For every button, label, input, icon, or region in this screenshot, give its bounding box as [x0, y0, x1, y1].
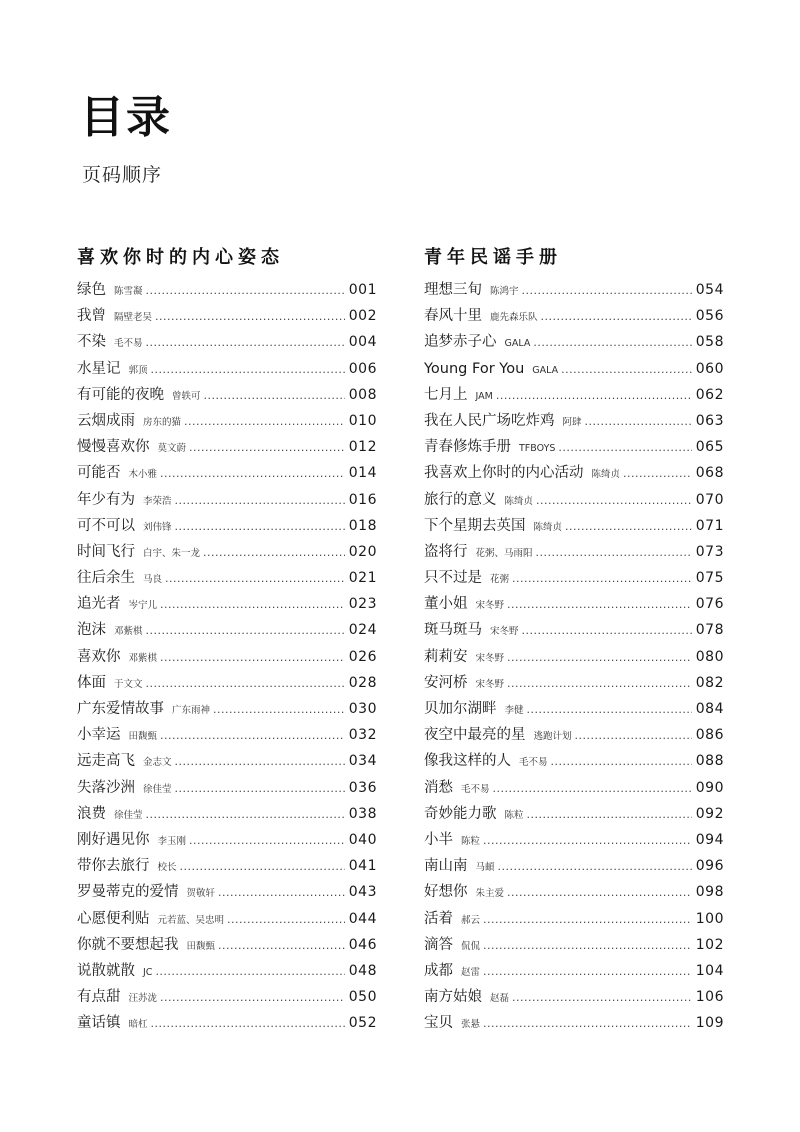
- song-title: 像我这样的人: [424, 753, 511, 770]
- toc-entry: [77, 617, 377, 643]
- artist-name: TFBOYS: [519, 443, 556, 455]
- artist-name: 贺敬轩: [186, 888, 216, 900]
- dot-leader: [496, 383, 692, 409]
- song-title: 董小姐: [424, 596, 468, 613]
- page-number: 098: [695, 884, 724, 901]
- artist-name: 陈鸿宇: [490, 286, 519, 297]
- dot-leader: [160, 985, 345, 1011]
- dot-leader: [160, 645, 345, 671]
- toc-entry: [77, 277, 377, 303]
- toc-entry: [77, 513, 377, 539]
- page-number: 006: [348, 360, 377, 377]
- page-number: 014: [348, 465, 377, 482]
- dot-leader: [536, 540, 692, 566]
- page-number: 034: [348, 753, 377, 770]
- artist-name: 田馥甄: [128, 731, 158, 743]
- page-number: 106: [695, 989, 724, 1006]
- artist-name: 徐佳莹: [143, 783, 172, 795]
- song-title: 消愁: [424, 779, 453, 796]
- song-title: 心愿便利贴: [77, 910, 150, 927]
- artist-name: 白宇、朱一龙: [143, 547, 201, 559]
- page-number: 056: [695, 308, 724, 325]
- toc-entry: [424, 434, 724, 460]
- toc-entry: [424, 670, 724, 696]
- dot-leader: [204, 383, 345, 409]
- artist-name: 隔壁老吴: [114, 312, 153, 324]
- artist-name: 逃跑计划: [533, 731, 572, 743]
- dot-leader: [522, 278, 692, 304]
- dot-leader: [507, 880, 692, 906]
- song-title: 有点甜: [77, 989, 121, 1006]
- artist-name: 鹿先森乐队: [490, 312, 538, 324]
- song-title: 追光者: [77, 596, 121, 613]
- artist-name: 陈绮贞: [504, 495, 534, 507]
- toc-entry: [424, 460, 724, 486]
- page-number: 088: [695, 753, 724, 770]
- artist-name: 阿肆: [562, 416, 582, 428]
- artist-name: 宋冬野: [490, 626, 519, 638]
- song-title: 南山南: [424, 858, 468, 875]
- artist-name: 郝云: [461, 914, 481, 926]
- page-number: 043: [348, 884, 377, 901]
- toc-entry: [424, 565, 724, 591]
- page-number: 010: [348, 412, 377, 429]
- page-number: 018: [348, 517, 377, 534]
- song-title: 青春修炼手册: [424, 439, 511, 456]
- toc-entry: [77, 827, 377, 853]
- dot-leader: [483, 933, 692, 959]
- song-title: 罗曼蒂克的爱情: [77, 884, 179, 901]
- artist-name: 张悬: [461, 1019, 481, 1031]
- dot-leader: [175, 514, 345, 540]
- song-title: 绿色: [77, 282, 106, 298]
- toc-entry: [424, 827, 724, 853]
- artist-name: 陈绮贞: [591, 469, 621, 481]
- toc-entry: [424, 722, 724, 748]
- dot-leader: [203, 540, 345, 566]
- song-title: 失落沙洲: [77, 779, 135, 796]
- toc-entry: [77, 984, 377, 1010]
- toc-entry: [77, 539, 377, 565]
- toc-entry: [77, 434, 377, 460]
- page-number: 052: [348, 1015, 377, 1032]
- page-number: 028: [348, 674, 377, 691]
- dot-leader: [558, 435, 691, 461]
- artist-name: JAM: [475, 390, 493, 402]
- toc-entry: [77, 879, 377, 905]
- dot-leader: [522, 618, 692, 644]
- toc-entry: [77, 958, 377, 984]
- page-number: 104: [695, 962, 724, 979]
- song-title: 奇妙能力歌: [424, 805, 497, 822]
- toc-entry: [424, 539, 724, 565]
- dot-leader: [218, 933, 345, 959]
- page-number: 026: [348, 648, 377, 665]
- toc-entry: [77, 932, 377, 958]
- song-title: 水星记: [77, 360, 121, 377]
- toc-entry: [424, 617, 724, 643]
- artist-name: 徐佳莹: [114, 809, 143, 821]
- toc-entry: [424, 1010, 724, 1036]
- artist-name: 侃侃: [461, 940, 481, 952]
- toc-entry: [77, 565, 377, 591]
- artist-name: 房东的猫: [143, 416, 182, 428]
- song-title: 广东爱情故事: [77, 701, 164, 717]
- artist-name: 陈雪凝: [114, 286, 143, 297]
- artist-name: 毛不易: [519, 757, 548, 769]
- toc-entry: [424, 591, 724, 617]
- song-title: 有可能的夜晚: [77, 386, 164, 403]
- dot-leader: [175, 749, 345, 775]
- artist-name: 莫文蔚: [157, 443, 187, 455]
- artist-name: 元若蓝、吴忠明: [157, 914, 225, 926]
- toc-entry: [424, 277, 724, 303]
- section-heading: 青年民谣手册: [424, 247, 562, 268]
- artist-name: 邓紫棋: [128, 652, 158, 664]
- dot-leader: [146, 802, 345, 828]
- song-title: 我在人民广场吃炸鸡: [424, 412, 555, 429]
- artist-name: 陈绮贞: [533, 521, 563, 533]
- song-title: 年少有为: [77, 491, 135, 508]
- page-number: 076: [695, 596, 724, 613]
- artist-name: 花粥: [490, 574, 510, 586]
- dot-leader: [227, 907, 345, 933]
- toc-entry: [424, 487, 724, 513]
- toc-entry: [424, 879, 724, 905]
- page-number: 109: [695, 1015, 724, 1032]
- page-number: 086: [695, 727, 724, 744]
- song-title: 成都: [424, 962, 453, 979]
- dot-leader: [146, 618, 345, 644]
- toc-entry: [77, 591, 377, 617]
- toc-entry: [77, 696, 377, 722]
- toc-entry: [424, 984, 724, 1010]
- page-number: 090: [695, 779, 724, 796]
- artist-name: 马頔: [475, 862, 495, 874]
- song-title: 南方姑娘: [424, 989, 482, 1006]
- song-title: 七月上: [424, 386, 468, 403]
- page-number: 094: [695, 831, 724, 848]
- artist-name: 赵雷: [461, 966, 481, 978]
- dot-leader: [623, 461, 692, 487]
- dot-leader: [146, 330, 345, 356]
- page-number: 024: [348, 622, 377, 639]
- artist-name: 李健: [504, 705, 524, 716]
- dot-leader: [498, 854, 692, 880]
- page-number: 096: [695, 858, 724, 875]
- song-title: 只不过是: [424, 570, 482, 587]
- page-number: 050: [348, 989, 377, 1006]
- page-number: 054: [695, 282, 724, 298]
- artist-name: 岑宁儿: [128, 600, 158, 612]
- dot-leader: [561, 357, 692, 383]
- artist-name: 暗杠: [128, 1019, 148, 1031]
- song-title: 你就不要想起我: [77, 936, 179, 953]
- page-number: 012: [348, 439, 377, 456]
- song-title: 泡沫: [77, 622, 106, 639]
- toc-entry: [424, 382, 724, 408]
- toc-entry: [77, 1010, 377, 1036]
- toc-entry: [77, 487, 377, 513]
- song-title: 安河桥: [424, 674, 468, 691]
- toc-entry: [424, 303, 724, 329]
- song-title: 我曾: [77, 308, 106, 325]
- song-title: 莉莉安: [424, 648, 468, 665]
- toc-entry: [77, 329, 377, 355]
- artist-name: 李荣浩: [143, 495, 172, 507]
- toc-entry: [424, 356, 724, 382]
- artist-name: 宋冬野: [475, 652, 505, 664]
- artist-name: 广东雨神: [172, 705, 211, 716]
- song-title: 时间飞行: [77, 543, 135, 560]
- dot-leader: [585, 409, 692, 435]
- page-number: 016: [348, 491, 377, 508]
- toc-entry: [77, 801, 377, 827]
- song-title: 可能否: [77, 465, 121, 482]
- dot-leader: [155, 304, 345, 330]
- artist-name: 毛不易: [461, 783, 490, 795]
- page-number: 084: [695, 701, 724, 717]
- dot-leader: [512, 566, 692, 592]
- song-title: 童话镇: [77, 1015, 121, 1032]
- artist-name: 于文文: [114, 678, 143, 690]
- toc-entry: [424, 408, 724, 434]
- song-title: 喜欢你: [77, 648, 121, 665]
- page-number: 036: [348, 779, 377, 796]
- artist-name: 毛不易: [114, 338, 143, 350]
- dot-leader: [160, 723, 345, 749]
- song-title: 远走高飞: [77, 753, 135, 770]
- song-title: 宝贝: [424, 1015, 453, 1032]
- page-number: 032: [348, 727, 377, 744]
- dot-leader: [189, 828, 345, 854]
- dot-leader: [507, 671, 692, 697]
- dot-leader: [483, 959, 692, 985]
- song-title: 斑马斑马: [424, 622, 482, 639]
- artist-name: 陈粒: [461, 835, 481, 847]
- toc-column-right: [424, 243, 724, 1036]
- song-title: 理想三旬: [424, 282, 482, 298]
- toc-entry: [424, 853, 724, 879]
- page-number: 040: [348, 831, 377, 848]
- toc-entry: [424, 801, 724, 827]
- page-number: 023: [348, 596, 377, 613]
- dot-leader: [146, 671, 345, 697]
- dot-leader: [575, 723, 692, 749]
- dot-leader: [184, 409, 345, 435]
- dot-leader: [151, 357, 345, 383]
- dot-leader: [512, 985, 692, 1011]
- song-title: 小幸运: [77, 727, 121, 744]
- dot-leader: [180, 854, 345, 880]
- page-number: 080: [695, 648, 724, 665]
- song-title: 慢慢喜欢你: [77, 439, 150, 456]
- song-title: 带你去旅行: [77, 858, 150, 875]
- dot-leader: [565, 514, 692, 540]
- song-title: 好想你: [424, 884, 468, 901]
- toc-entry: [424, 513, 724, 539]
- artist-name: GALA: [532, 364, 559, 376]
- section-heading: 喜欢你时的内心姿态: [77, 247, 284, 268]
- song-title: 下个星期去英国: [424, 517, 526, 534]
- artist-name: 宋冬野: [475, 678, 505, 690]
- toc-entry: [424, 958, 724, 984]
- entry-list: [424, 277, 724, 1036]
- page-number: 068: [695, 465, 724, 482]
- song-title: 云烟成雨: [77, 412, 135, 429]
- dot-leader: [213, 697, 345, 723]
- page-number: 065: [695, 439, 724, 456]
- toc-entry: [77, 460, 377, 486]
- artist-name: 邓紫棋: [114, 626, 143, 638]
- dot-leader: [507, 592, 692, 618]
- page-number: 100: [695, 910, 724, 927]
- toc-entry: [77, 382, 377, 408]
- toc-entry: [77, 906, 377, 932]
- page-number: 075: [695, 570, 724, 587]
- page-number: 008: [348, 386, 377, 403]
- artist-name: 马良: [143, 574, 163, 586]
- dot-leader: [551, 749, 692, 775]
- artist-name: JC: [143, 966, 153, 978]
- dot-leader: [189, 435, 345, 461]
- song-title: 夜空中最亮的星: [424, 727, 526, 744]
- artist-name: 李玉刚: [157, 835, 187, 847]
- entry-list: [77, 277, 377, 1036]
- artist-name: 花粥、马雨阳: [475, 547, 533, 559]
- page-number: 102: [695, 936, 724, 953]
- song-title: 说散就散: [77, 962, 135, 979]
- page-number: 020: [348, 543, 377, 560]
- page-title: 目录: [80, 92, 172, 143]
- page-subtitle: 页码顺序: [82, 164, 163, 186]
- toc-entry: [77, 853, 377, 879]
- artist-name: GALA: [504, 338, 531, 350]
- song-title: 往后余生: [77, 570, 135, 587]
- dot-leader: [175, 776, 345, 802]
- song-title: 可不可以: [77, 517, 135, 534]
- song-title: 追梦赤子心: [424, 334, 497, 351]
- toc-entry: [424, 775, 724, 801]
- page-number: 002: [348, 308, 377, 325]
- page-number: 092: [695, 805, 724, 822]
- toc-entry: [77, 670, 377, 696]
- dot-leader: [483, 1011, 692, 1037]
- artist-name: 汪苏泷: [128, 993, 158, 1005]
- dot-leader: [527, 697, 692, 723]
- page-number: 060: [695, 360, 724, 377]
- page-number: 071: [695, 517, 724, 534]
- dot-leader: [155, 959, 344, 985]
- artist-name: 陈粒: [504, 809, 524, 821]
- artist-name: 赵磊: [490, 993, 510, 1005]
- song-title: 春风十里: [424, 308, 482, 325]
- dot-leader: [533, 330, 691, 356]
- song-title: 活着: [424, 910, 453, 927]
- artist-name: 田馥甄: [186, 940, 216, 952]
- toc-entry: [77, 356, 377, 382]
- page-number: 001: [348, 282, 377, 298]
- page-number: 063: [695, 412, 724, 429]
- dot-leader: [527, 802, 692, 828]
- dot-leader: [175, 488, 345, 514]
- artist-name: 宋冬野: [475, 600, 505, 612]
- song-title: 我喜欢上你时的内心活动: [424, 465, 584, 482]
- dot-leader: [160, 592, 345, 618]
- song-title: 不染: [77, 334, 106, 351]
- dot-leader: [507, 645, 692, 671]
- song-title: 体面: [77, 674, 106, 691]
- dot-leader: [483, 828, 692, 854]
- dot-leader: [541, 304, 692, 330]
- song-title: 小半: [424, 831, 453, 848]
- artist-name: 郭顶: [128, 364, 148, 376]
- toc-entry: [77, 722, 377, 748]
- page-number: 062: [695, 386, 724, 403]
- toc-entry: [424, 644, 724, 670]
- toc-entry: [77, 644, 377, 670]
- toc-entry: [77, 748, 377, 774]
- song-title: 旅行的意义: [424, 491, 497, 508]
- dot-leader: [483, 907, 692, 933]
- artist-name: 校长: [157, 862, 177, 874]
- toc-entry: [424, 748, 724, 774]
- artist-name: 金志文: [143, 757, 172, 769]
- dot-leader: [160, 461, 345, 487]
- page-number: 021: [348, 570, 377, 587]
- page-number: 048: [348, 962, 377, 979]
- toc-entry: [424, 906, 724, 932]
- page-number: 058: [695, 334, 724, 351]
- page-number: 078: [695, 622, 724, 639]
- song-title: Young For You: [424, 360, 525, 377]
- page-number: 038: [348, 805, 377, 822]
- dot-leader: [218, 880, 345, 906]
- artist-name: 曾轶可: [172, 390, 201, 402]
- dot-leader: [151, 1011, 345, 1037]
- toc-entry: [424, 932, 724, 958]
- dot-leader: [493, 776, 692, 802]
- page-number: 030: [348, 701, 377, 717]
- artist-name: 木小雅: [128, 469, 158, 481]
- page-number: 004: [348, 334, 377, 351]
- page-number: 041: [348, 858, 377, 875]
- page-number: 044: [348, 910, 377, 927]
- song-title: 滴答: [424, 936, 453, 953]
- dot-leader: [146, 278, 345, 304]
- toc-entry: [77, 775, 377, 801]
- dot-leader: [536, 488, 692, 514]
- artist-name: 朱主爱: [475, 888, 505, 900]
- page-number: 070: [695, 491, 724, 508]
- toc-column-left: [77, 243, 377, 1036]
- page-number: 073: [695, 543, 724, 560]
- dot-leader: [165, 566, 345, 592]
- toc-entry: [424, 329, 724, 355]
- page-number: 046: [348, 936, 377, 953]
- artist-name: 刘伟锋: [143, 521, 172, 533]
- song-title: 盗将行: [424, 543, 468, 560]
- page-number: 082: [695, 674, 724, 691]
- song-title: 刚好遇见你: [77, 831, 150, 848]
- song-title: 浪费: [77, 805, 106, 822]
- toc-entry: [424, 696, 724, 722]
- song-title: 贝加尔湖畔: [424, 701, 497, 717]
- toc-entry: [77, 408, 377, 434]
- toc-entry: [77, 303, 377, 329]
